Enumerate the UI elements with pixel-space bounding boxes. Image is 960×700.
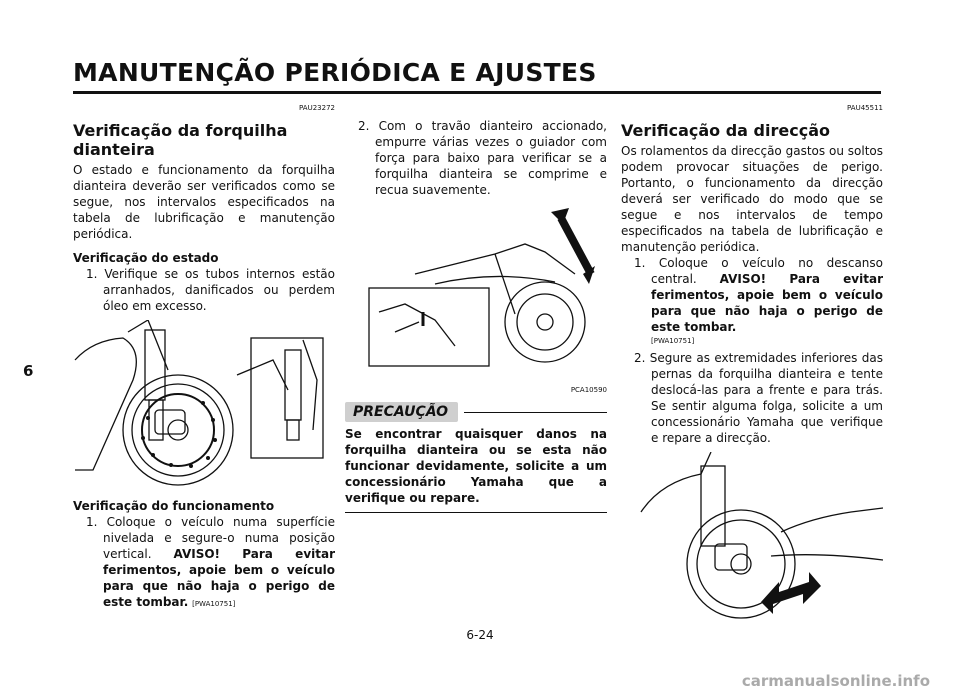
section-intro: Os rolamentos da direcção gastos ou soltos podem provocar situações de perigo. Portanto, o funcionamento da direcção deverá ser verificado do modo que se segue e nos intervalos de tempo especificados na tabela de lubrificação e manutenção periódica.: [621, 144, 883, 254]
fork-tube-illustration: [73, 320, 335, 490]
chapter-tab: 6: [23, 362, 34, 380]
list-item: 1. Verifique se os tubos internos estão arranhados, danificados ou perdem óleo em excesso.: [86, 267, 335, 313]
column-steering-check: [621, 104, 883, 630]
list-item: 2. Segure as extremidades inferiores das pernas da forquilha dianteira e tente deslocá-las para a frente e para trás. Se sentir alguma folga, solicite a um concessionário Yamaha que verifique e repare a direcção.: [634, 351, 883, 445]
warning-code: [PWA10751]: [192, 600, 236, 608]
warning-code: [PWA10751]: [651, 337, 695, 345]
item-text: 1. Coloque o veículo numa superfície nivelada e segure-o numa posição vertical.: [86, 515, 335, 561]
caution-box: [345, 402, 607, 513]
page-title: MANUTENÇÃO PERIÓDICA E AJUSTES: [73, 58, 597, 87]
warning-text: AVISO! Para evitar ferimentos, apoie bem o veículo para que não haja o perigo de este tombar.: [103, 547, 336, 609]
title-rule: [73, 91, 881, 94]
watermark[interactable]: carmanualsonline.info: [741, 672, 930, 690]
warning-text: AVISO! Para evitar ferimentos, apoie bem o veículo para que não haja o perigo de este tombar.: [651, 272, 883, 334]
list-item: 2. Com o travão dianteiro accionado, empurre várias vezes o guiador com força para baixo para verificar se a forquilha dianteira se comprime e recua suavemente.: [358, 119, 607, 197]
caution-text: Se encontrar quaisquer danos na forquilha dianteira ou se esta não funcionar devidamente, solicite a um concessionário Yamaha que a verifique ou repare.: [345, 427, 607, 505]
section-heading: Verificação da direcção: [621, 121, 830, 140]
page-number: 6-24: [466, 628, 494, 642]
list-item: [621, 255, 883, 335]
caution-label: PRECAUÇÃO: [345, 402, 458, 422]
section-code: PAU23272: [299, 104, 335, 112]
section-code: PAU45511: [847, 104, 883, 112]
column-fork-check: [73, 104, 335, 612]
list-item: [73, 514, 335, 612]
item-text: 1. Coloque o veículo no descanso central.: [634, 256, 883, 286]
section-heading: Verificação da forquilha dianteira: [73, 121, 288, 159]
steering-illustration: [621, 452, 883, 626]
section-intro: O estado e funcionamento da forquilha dianteira deverão ser verificados como se segue, nos intervalos especificados na tabela de lubrificação e manutenção periódica.: [73, 163, 335, 241]
subheading-operation: Verificação do funcionamento: [73, 499, 275, 513]
subheading-condition: Verificação do estado: [73, 251, 219, 265]
column-fork-operation: [345, 104, 607, 513]
figure-code: PCA10590: [570, 386, 607, 394]
scooter-illustration: [345, 204, 607, 394]
